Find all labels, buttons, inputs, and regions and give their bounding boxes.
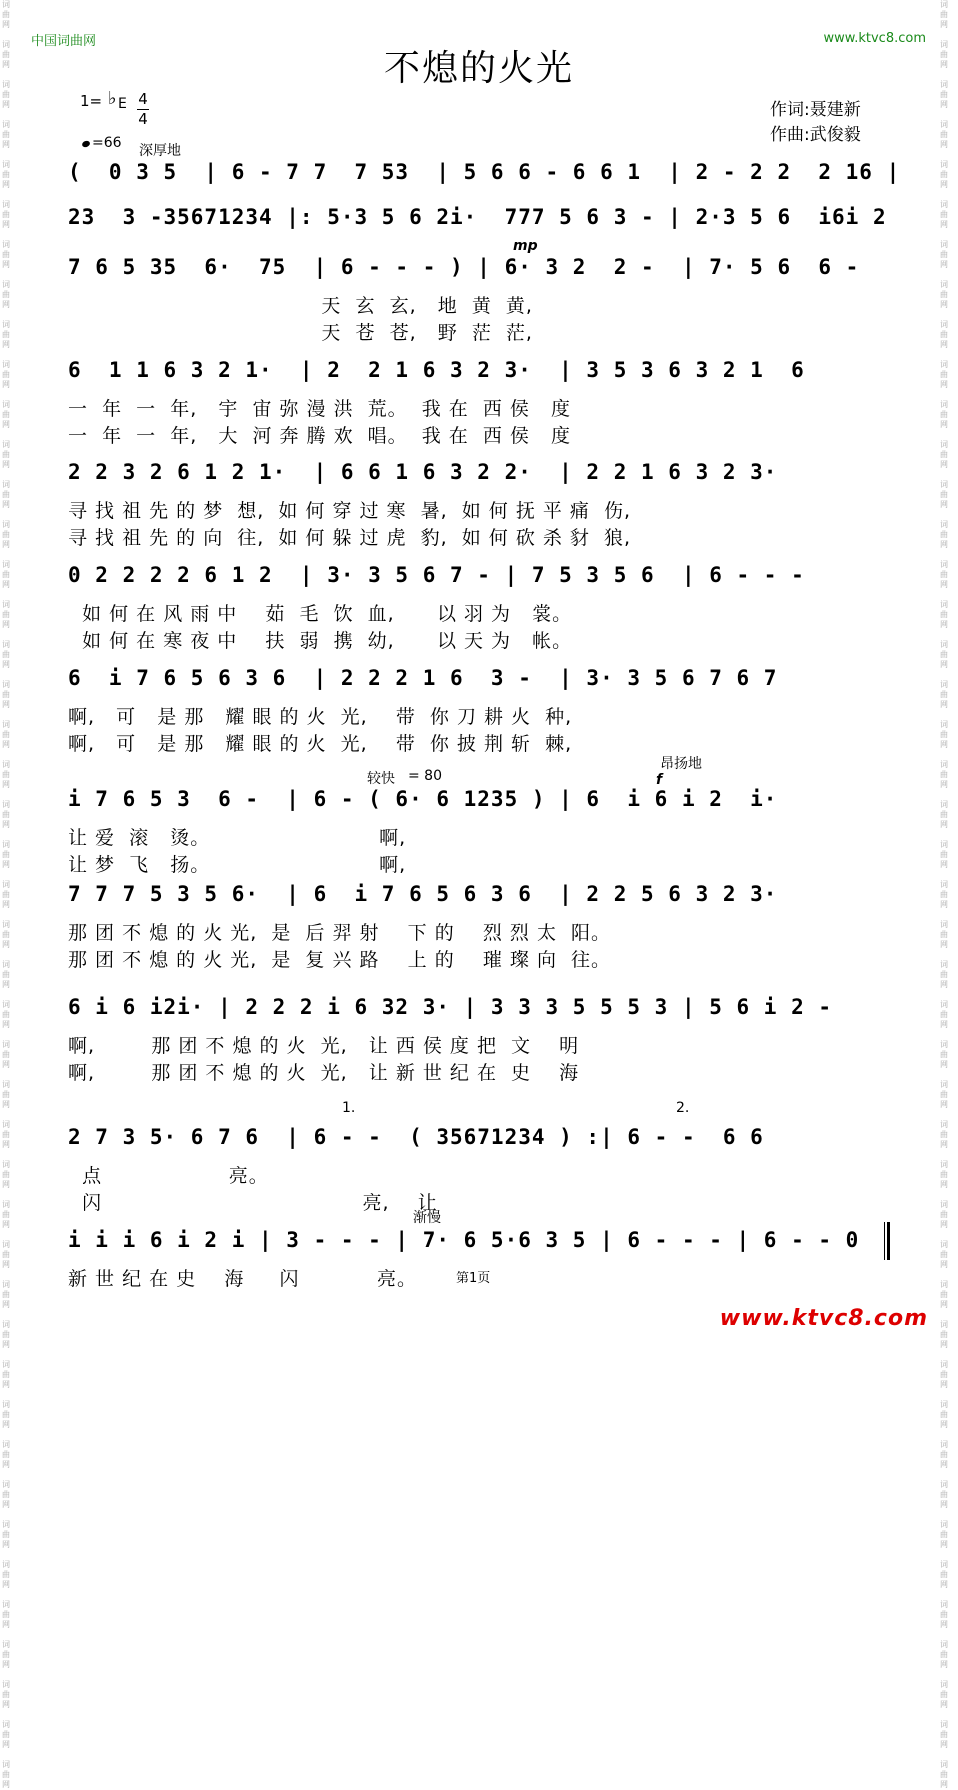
watermark-url: www.ktvc8.com bbox=[719, 1306, 928, 1331]
expression-marking: 深厚地 bbox=[139, 143, 181, 159]
tempo-marking bbox=[82, 135, 122, 151]
quarter-note-icon bbox=[81, 140, 91, 148]
notation-line: 2 2 3 2 6 1 2 1· | 6 6 1 6 3 2 2· | 2 2 1 6 3 2 3· bbox=[68, 460, 778, 484]
first-ending: 1. bbox=[342, 1100, 356, 1116]
lyric-line: 让 爱 滚 烫。 啊, bbox=[68, 827, 407, 849]
lyric-line: 新 世 纪 在 史 海 闪 亮。 bbox=[68, 1268, 417, 1290]
left-watermark-strip: 词 曲 网 词 曲 网 词 曲 网 词 曲 网 词 曲 网 词 曲 网 词 曲 网 词 曲 网 词 曲 网 词 曲 网 词 曲 网 词 曲 网 词 曲 网 词 曲 网 词 曲 网 词 曲 网 词 曲 网 词 曲 网 词 曲 网 词 曲 网 词 曲 网 词 曲 网 词 曲 网 词 曲 网 词 曲 网 词 曲 网 词 曲 网 词 曲 网 词 曲 网 词 曲 网 词 曲 网 词 曲 网 词 曲 网 词 曲 网 词 曲 网 词 曲 网 词 曲 网 词 曲 网 词 曲 网 词 曲 网 词 曲 网 词 曲 网 词 曲 网 词 曲 网 词 曲 网 bbox=[2, 0, 10, 1789]
second-ending: 2. bbox=[676, 1100, 690, 1116]
lyric-line: 寻 找 祖 先 的 向 往, 如 何 躲 过 虎 豹, 如 何 砍 杀 豺 狼, bbox=[68, 527, 632, 549]
dynamic-f: f bbox=[656, 772, 663, 788]
lyric-line: 闪 亮, 让 bbox=[68, 1192, 438, 1214]
time-top: 4 bbox=[138, 90, 148, 108]
notation-line: 23 3 -35671234 |: 5·3 5 6 2i· 777 5 6 3 - | 2·3 5 6 i6i 2 bbox=[68, 205, 887, 229]
lyric-line: 一 年 一 年, 宇 宙 弥 漫 洪 荒。 我 在 西 侯 度 bbox=[68, 398, 572, 420]
lyric-line: 那 团 不 熄 的 火 光, 是 复 兴 路 上 的 璀 璨 向 往。 bbox=[68, 949, 612, 971]
key-signature bbox=[80, 88, 127, 112]
notation-line: 0 2 2 2 2 6 1 2 | 3· 3 5 6 7 - | 7 5 3 5 6 | 6 - - - bbox=[68, 563, 805, 587]
notation-line: i 7 6 5 3 6 - | 6 - ( 6· 6 1235 ) | 6 i 6 i 2 i· bbox=[68, 787, 778, 811]
notation-line: ( 0 3 5 | 6 - 7 7 7 53 | 5 6 6 - 6 6 1 | 2 - 2 2 2 16 | bbox=[68, 160, 901, 184]
faster-tempo-value: = 80 bbox=[408, 768, 442, 784]
lyric-line: 寻 找 祖 先 的 梦 想, 如 何 穿 过 寒 暑, 如 何 抚 平 痛 伤, bbox=[68, 500, 632, 522]
notation-line: 7 7 7 5 3 5 6· | 6 i 7 6 5 6 3 6 | 2 2 5 6 3 2 3· bbox=[68, 882, 778, 906]
time-signature bbox=[137, 90, 149, 129]
notation-line: 6 i 7 6 5 6 3 6 | 2 2 2 1 6 3 - | 3· 3 5 6 7 6 7 bbox=[68, 666, 778, 690]
notation-line: 6 1 1 6 3 2 1· | 2 2 1 6 3 2 3· | 3 5 3 6 3 2 1 6 bbox=[68, 358, 805, 382]
lyricist-credit: 作词:聂建新 bbox=[770, 100, 861, 120]
lyric-line: 啊, 那 团 不 熄 的 火 光, 让 新 世 纪 在 史 海 bbox=[68, 1062, 580, 1084]
flat-icon: ♭ bbox=[108, 88, 117, 109]
tempo-change-slower: 渐慢 bbox=[413, 1210, 441, 1226]
right-watermark-strip: 词 曲 网 词 曲 网 词 曲 网 词 曲 网 词 曲 网 词 曲 网 词 曲 网 词 曲 网 词 曲 网 词 曲 网 词 曲 网 词 曲 网 词 曲 网 词 曲 网 词 曲 网 词 曲 网 词 曲 网 词 曲 网 词 曲 网 词 曲 网 词 曲 网 词 曲 网 词 曲 网 词 曲 网 词 曲 网 词 曲 网 词 曲 网 词 曲 网 词 曲 网 词 曲 网 词 曲 网 词 曲 网 词 曲 网 词 曲 网 词 曲 网 词 曲 网 词 曲 网 词 曲 网 词 曲 网 词 曲 网 词 曲 网 词 曲 网 词 曲 网 词 曲 网 词 曲 网 bbox=[940, 0, 948, 1789]
page-number: 第1页 bbox=[456, 1271, 491, 1286]
lyric-line: 啊, 可 是 那 耀 眼 的 火 光, 带 你 刀 耕 火 种, bbox=[68, 706, 573, 728]
lyric-line: 天 玄 玄, 地 黄 黄, bbox=[68, 295, 533, 317]
tempo-value: =66 bbox=[92, 135, 122, 151]
composer-credit: 作曲:武俊毅 bbox=[770, 125, 861, 145]
song-title: 不熄的火光 bbox=[383, 48, 574, 89]
expression-bright: 昂扬地 bbox=[660, 756, 702, 772]
site-name-left[interactable]: 中国词曲网 bbox=[31, 34, 97, 49]
final-barline bbox=[884, 1222, 890, 1260]
notation-line: 2 7 3 5· 6 7 6 | 6 - - ( 35671234 ) :| 6 - - 6 6 bbox=[68, 1125, 764, 1149]
lyric-line: 如 何 在 寒 夜 中 扶 弱 携 幼, 以 天 为 帐。 bbox=[68, 630, 573, 652]
lyric-line: 如 何 在 风 雨 中 茹 毛 饮 血, 以 羽 为 裳。 bbox=[68, 603, 573, 625]
notation-line: 7 6 5 35 6· 75 | 6 - - - ) | 6· 3 2 2 - | 7· 5 6 6 - bbox=[68, 255, 860, 279]
dynamic-mp: mp bbox=[513, 238, 538, 254]
lyric-line: 一 年 一 年, 大 河 奔 腾 欢 唱。 我 在 西 侯 度 bbox=[68, 425, 572, 447]
lyric-line: 那 团 不 熄 的 火 光, 是 后 羿 射 下 的 烈 烈 太 阳。 bbox=[68, 922, 612, 944]
site-url-right[interactable]: www.ktvc8.com bbox=[823, 31, 926, 46]
lyric-line: 啊, 可 是 那 耀 眼 的 火 光, 带 你 披 荆 斩 棘, bbox=[68, 733, 573, 755]
notation-line: i i i 6 i 2 i | 3 - - - | 7· 6 5·6 3 5 | 6 - - - | 6 - - 0 bbox=[68, 1228, 860, 1252]
notation-line: 6 i 6 i2i· | 2 2 2 i 6 32 3· | 3 3 3 5 5 5 3 | 5 6 i 2 - bbox=[68, 995, 833, 1019]
lyric-line: 啊, 那 团 不 熄 的 火 光, 让 西 侯 度 把 文 明 bbox=[68, 1035, 580, 1057]
tempo-change-faster: 较快 bbox=[367, 771, 395, 787]
time-bottom: 4 bbox=[138, 110, 148, 128]
key-prefix: 1= bbox=[80, 92, 103, 110]
lyric-line: 让 梦 飞 扬。 啊, bbox=[68, 854, 407, 876]
lyric-line: 点 亮。 bbox=[68, 1165, 269, 1187]
lyric-line: 天 苍 苍, 野 茫 茫, bbox=[68, 322, 533, 344]
key-note: E bbox=[118, 96, 127, 112]
